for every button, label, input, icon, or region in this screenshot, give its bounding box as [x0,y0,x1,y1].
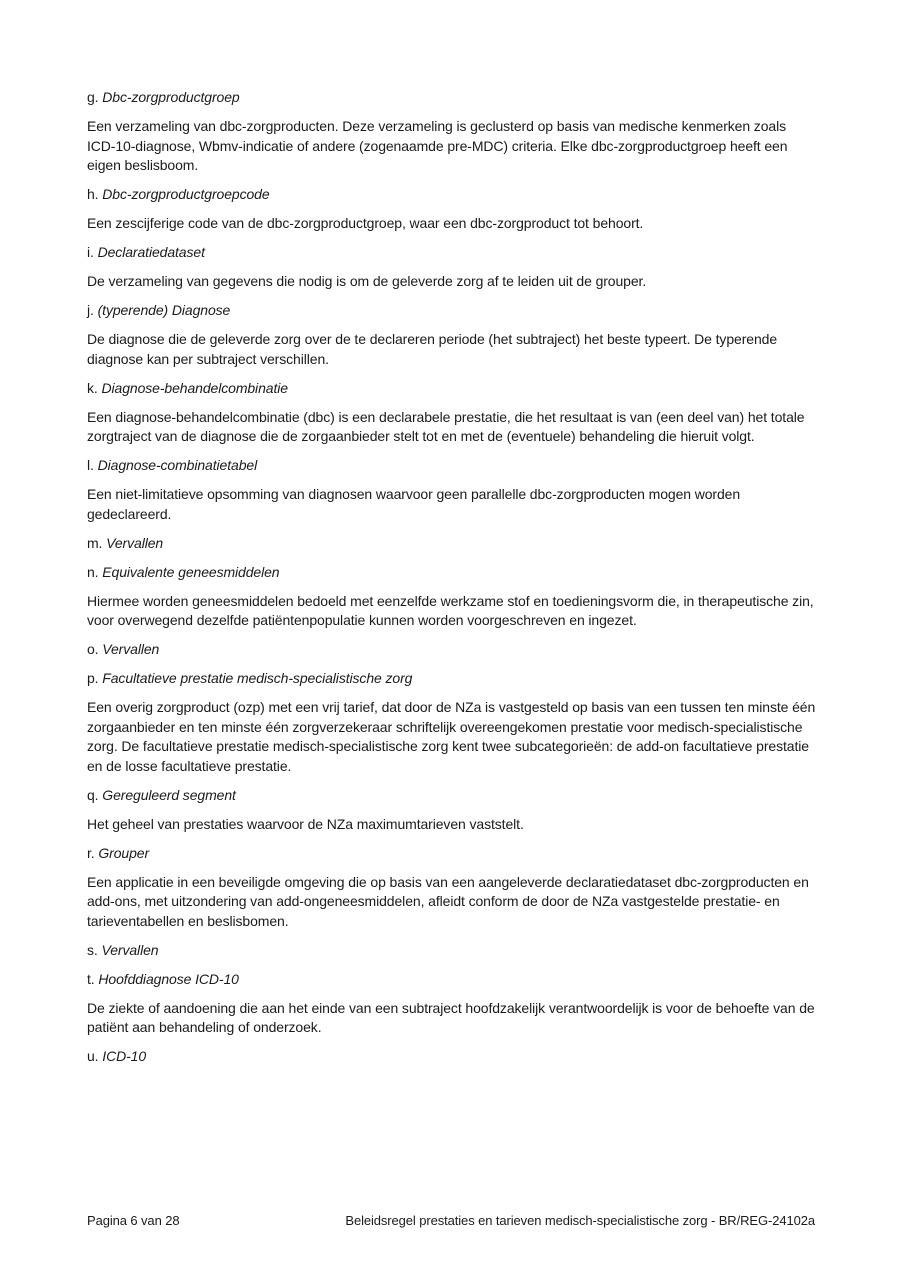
glossary-term [87,88,817,108]
glossary-definition: Een niet-limitatieve opsomming van diagnosen waarvoor geen parallelle dbc-zorgproducten mogen worden gedeclareerd. [87,486,741,522]
glossary-term [87,1047,817,1067]
glossary-term-text: Grouper [98,844,150,861]
glossary-term-text: Equivalente geneesmiddelen [102,563,280,580]
glossary-definition: Een applicatie in een beveiligde omgeving die op basis van een aangeleverde declaratiedataset dbc-zorgproducten en add-ons, met uitzondering van add-ongeneesmiddelen, afleidt conform de door de NZa vastgestelde prestatie- en tarieventabellen en beslisbomen. [87,873,809,929]
glossary-definition: Hiermee worden geneesmiddelen bedoeld met eenzelfde werkzame stof en toedieningsvorm die, in therapeutische zin, voor overwegend dezelfde patiëntenpopulatie kunnen worden voorgeschreven en ingezet. [87,592,814,628]
page-footer [87,1213,815,1229]
glossary-term-text: Dbc-zorgproductgroep [102,89,240,105]
glossary-item [87,669,817,776]
glossary-term [87,970,817,990]
glossary-term [87,456,817,476]
glossary-letter: m. [87,534,103,551]
glossary-letter: t. [87,970,95,987]
glossary-term-text: Vervallen [106,534,164,551]
glossary-item [87,844,817,932]
glossary-item [87,941,817,961]
glossary-term-text: Hoofddiagnose ICD-10 [98,970,239,987]
glossary-term [87,640,817,660]
glossary-term-text: Diagnose-combinatietabel [97,457,258,473]
glossary-item [87,185,817,234]
glossary-definition: De ziekte of aandoening die aan het einde van een subtraject hoofdzakelijk verantwoordelijk is voor de behoefte van de patiënt aan behandeling of onderzoek. [87,999,815,1035]
glossary-item [87,379,817,447]
glossary-term [87,669,817,689]
glossary-item [87,243,817,292]
glossary-item [87,1047,817,1067]
glossary-list [87,88,817,1076]
glossary-item [87,563,817,631]
glossary-term [87,941,817,961]
glossary-letter: r. [87,844,95,861]
glossary-term-text: Diagnose-behandelcombinatie [101,379,288,396]
glossary-letter: j. [87,302,94,318]
glossary-letter: n. [87,563,99,580]
glossary-item [87,786,817,835]
glossary-item [87,640,817,660]
glossary-definition: Het geheel van prestaties waarvoor de NZa maximumtarieven vaststelt. [87,815,524,832]
glossary-definition: Een verzameling van dbc-zorgproducten. Deze verzameling is geclusterd op basis van medische kenmerken zoals ICD-10-diagnose, Wbmv-indicatie of andere (zogenaamde pre-MDC) criteria. Elke dbc-zorgproductgroep heeft een eigen beslisboom. [87,118,788,173]
glossary-term-text: Facultatieve prestatie medisch-specialistische zorg [102,670,413,686]
glossary-term-text: (typerende) Diagnose [97,302,231,318]
glossary-item [87,456,817,524]
glossary-term-text: Vervallen [101,941,159,958]
glossary-term [87,185,817,205]
glossary-definition: Een overig zorgproduct (ozp) met een vrij tarief, dat door de NZa is vastgesteld op basis van een tussen ten minste één zorgaanbieder en ten minste één zorgverzekeraar schriftelijk overeengekomen prestatie voor medisch-specialistische zorg. De facultatieve prestatie medisch-specialistische zorg kent twee subcategorieën: de add-on facultatieve prestatie en de losse facultatieve prestatie. [87,699,816,774]
glossary-term [87,786,817,806]
glossary-term-text: Declaratiedataset [97,244,205,260]
glossary-term [87,563,817,583]
glossary-term [87,844,817,864]
glossary-item [87,970,817,1038]
glossary-term-text: Dbc-zorgproductgroepcode [102,186,270,202]
glossary-definition: Een diagnose-behandelcombinatie (dbc) is een declarabele prestatie, die het resultaat is van (een deel van) het totale zorgtraject van de diagnose die de zorgaanbieder stelt tot en met de (eventuele) behandeling die hieruit volgt. [87,408,805,444]
glossary-term [87,379,817,399]
footer-document-reference: Beleidsregel prestaties en tarieven medisch-specialistische zorg - BR/REG-24102a [345,1213,815,1228]
glossary-letter: h. [87,186,99,202]
glossary-term [87,243,817,263]
glossary-item [87,88,817,176]
footer-page-indicator: Pagina 6 van 28 [87,1213,180,1228]
glossary-letter: i. [87,244,94,260]
glossary-definition: De verzameling van gegevens die nodig is om de geleverde zorg af te leiden uit de grouper. [87,273,647,289]
glossary-letter: g. [87,89,99,105]
glossary-term [87,534,817,554]
glossary-term-text: Gereguleerd segment [102,786,236,803]
glossary-term [87,301,817,321]
glossary-letter: k. [87,379,98,396]
glossary-term-text: Vervallen [102,641,160,657]
glossary-item [87,534,817,554]
glossary-item [87,301,817,369]
glossary-letter: o. [87,641,99,657]
glossary-letter: s. [87,941,98,958]
glossary-letter: l. [87,457,94,473]
glossary-definition: Een zescijferige code van de dbc-zorgproductgroep, waar een dbc-zorgproduct tot behoort. [87,215,644,231]
glossary-term-text: ICD-10 [102,1048,147,1064]
glossary-letter: u. [87,1048,99,1064]
glossary-letter: p. [87,670,99,686]
glossary-definition: De diagnose die de geleverde zorg over de te declareren periode (het subtraject) het beste typeert. De typerende diagnose kan per subtraject verschillen. [87,331,778,367]
glossary-letter: q. [87,786,99,803]
